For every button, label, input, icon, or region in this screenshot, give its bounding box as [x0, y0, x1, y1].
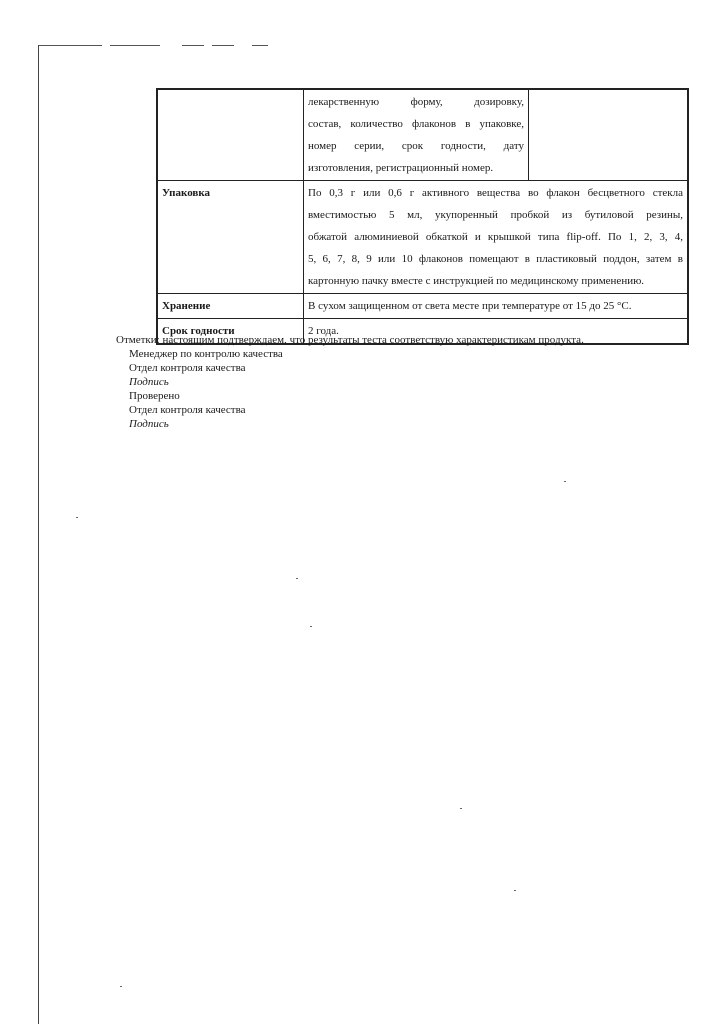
department-title-2: Отдел контроля качества: [129, 404, 246, 416]
table-row-continuation: [157, 89, 688, 181]
continuation-line: состав, количество флаконов в упаковке,: [308, 118, 524, 130]
continuation-value-cell: [304, 89, 529, 181]
shelf-life-label: Срок годности: [157, 319, 304, 345]
department-title-1: Отдел контроля качества: [129, 362, 246, 374]
specification-table: [156, 88, 689, 345]
scan-speck: [296, 578, 298, 579]
shelf-life-line: 2 года.: [308, 325, 339, 337]
continuation-line: номер серии, срок годности, дату: [308, 140, 524, 152]
scan-edge-top-3: [182, 45, 204, 46]
scan-speck: [310, 626, 312, 627]
table-row-packaging: [157, 181, 688, 294]
packaging-value: [304, 181, 689, 294]
manager-title: Менеджер по контролю качества: [129, 348, 283, 360]
continuation-label-cell: [157, 89, 304, 181]
checked-label: Проверено: [129, 390, 180, 402]
notes-block: [116, 333, 676, 431]
scan-edge-top-4: [212, 45, 234, 46]
packaging-line: 5, 6, 7, 8, 9 или 10 флаконов помещают в пластиковый поддон, затем в: [308, 253, 683, 265]
continuation-line: изготовления, регистрационный номер.: [308, 162, 494, 174]
scan-speck: [514, 890, 516, 891]
scan-edge-left: [38, 45, 39, 1024]
remark-text: Отметки: настоящим подтверждаем, что результаты теста соответствую характеристикам продукта.: [116, 334, 584, 346]
scan-edge-top-1: [38, 45, 102, 46]
scan-speck: [564, 481, 566, 482]
continuation-line: лекарственную форму, дозировку,: [308, 96, 524, 108]
storage-line: В сухом защищенном от света месте при температуре от 15 до 25 °C.: [308, 300, 632, 312]
storage-value: [304, 294, 689, 319]
continuation-extra-cell: [529, 89, 689, 181]
scan-speck: [120, 986, 122, 987]
packaging-label: Упаковка: [157, 181, 304, 294]
packaging-line: вместимостью 5 мл, укупоренный пробкой из бутиловой резины,: [308, 209, 683, 221]
packaging-line: По 0,3 г или 0,6 г активного вещества во флакон бесцветного стекла: [308, 187, 683, 199]
scan-speck: [76, 517, 78, 518]
table-row-storage: [157, 294, 688, 319]
signature-label-1: Подпись: [129, 376, 169, 388]
storage-label: Хранение: [157, 294, 304, 319]
signature-label-2: Подпись: [129, 418, 169, 430]
packaging-line: картонную пачку вместе с инструкцией по медицинскому применению.: [308, 275, 645, 287]
scan-edge-top-2: [110, 45, 160, 46]
scan-edge-top-5: [252, 45, 268, 46]
packaging-line: обжатой алюминиевой обкаткой и крышкой типа flip-off. По 1, 2, 3, 4,: [308, 231, 683, 243]
scan-speck: [460, 808, 462, 809]
